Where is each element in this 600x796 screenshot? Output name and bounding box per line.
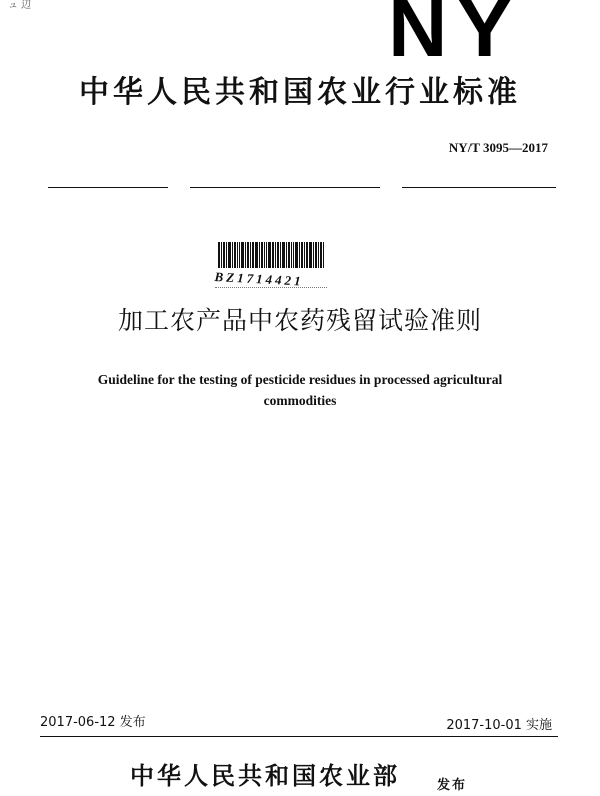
footer-rule <box>40 736 558 737</box>
issuing-authority: 中华人民共和国农业部 <box>130 762 400 790</box>
english-title-line-2: commodities <box>263 393 337 408</box>
corner-mark: ュ 辺 <box>8 0 32 11</box>
barcode-bars <box>218 242 324 268</box>
barcode-number: BZ1714421 <box>214 269 305 289</box>
issue-date: 2017-06-12 发布 <box>40 715 146 730</box>
english-title-line-1: Guideline for the testing of pesticide residues in processed agricultural <box>97 372 503 387</box>
barcode-dotted-line <box>215 287 327 288</box>
standard-number: NY/T 3095—2017 <box>448 140 548 155</box>
header-rule-middle <box>190 187 380 188</box>
document-title-english <box>60 369 540 411</box>
standard-category: 中华人民共和国农业行业标准 <box>79 75 521 110</box>
header-rule-left <box>48 187 168 188</box>
ny-logo: NY <box>388 0 522 74</box>
barcode <box>215 240 327 292</box>
document-title-chinese: 加工农产品中农药残留试验准则 <box>117 306 482 335</box>
issuer-suffix: 发布 <box>437 778 468 793</box>
implementation-date: 2017-10-01 实施 <box>446 718 552 733</box>
header-rule-right <box>402 187 556 188</box>
